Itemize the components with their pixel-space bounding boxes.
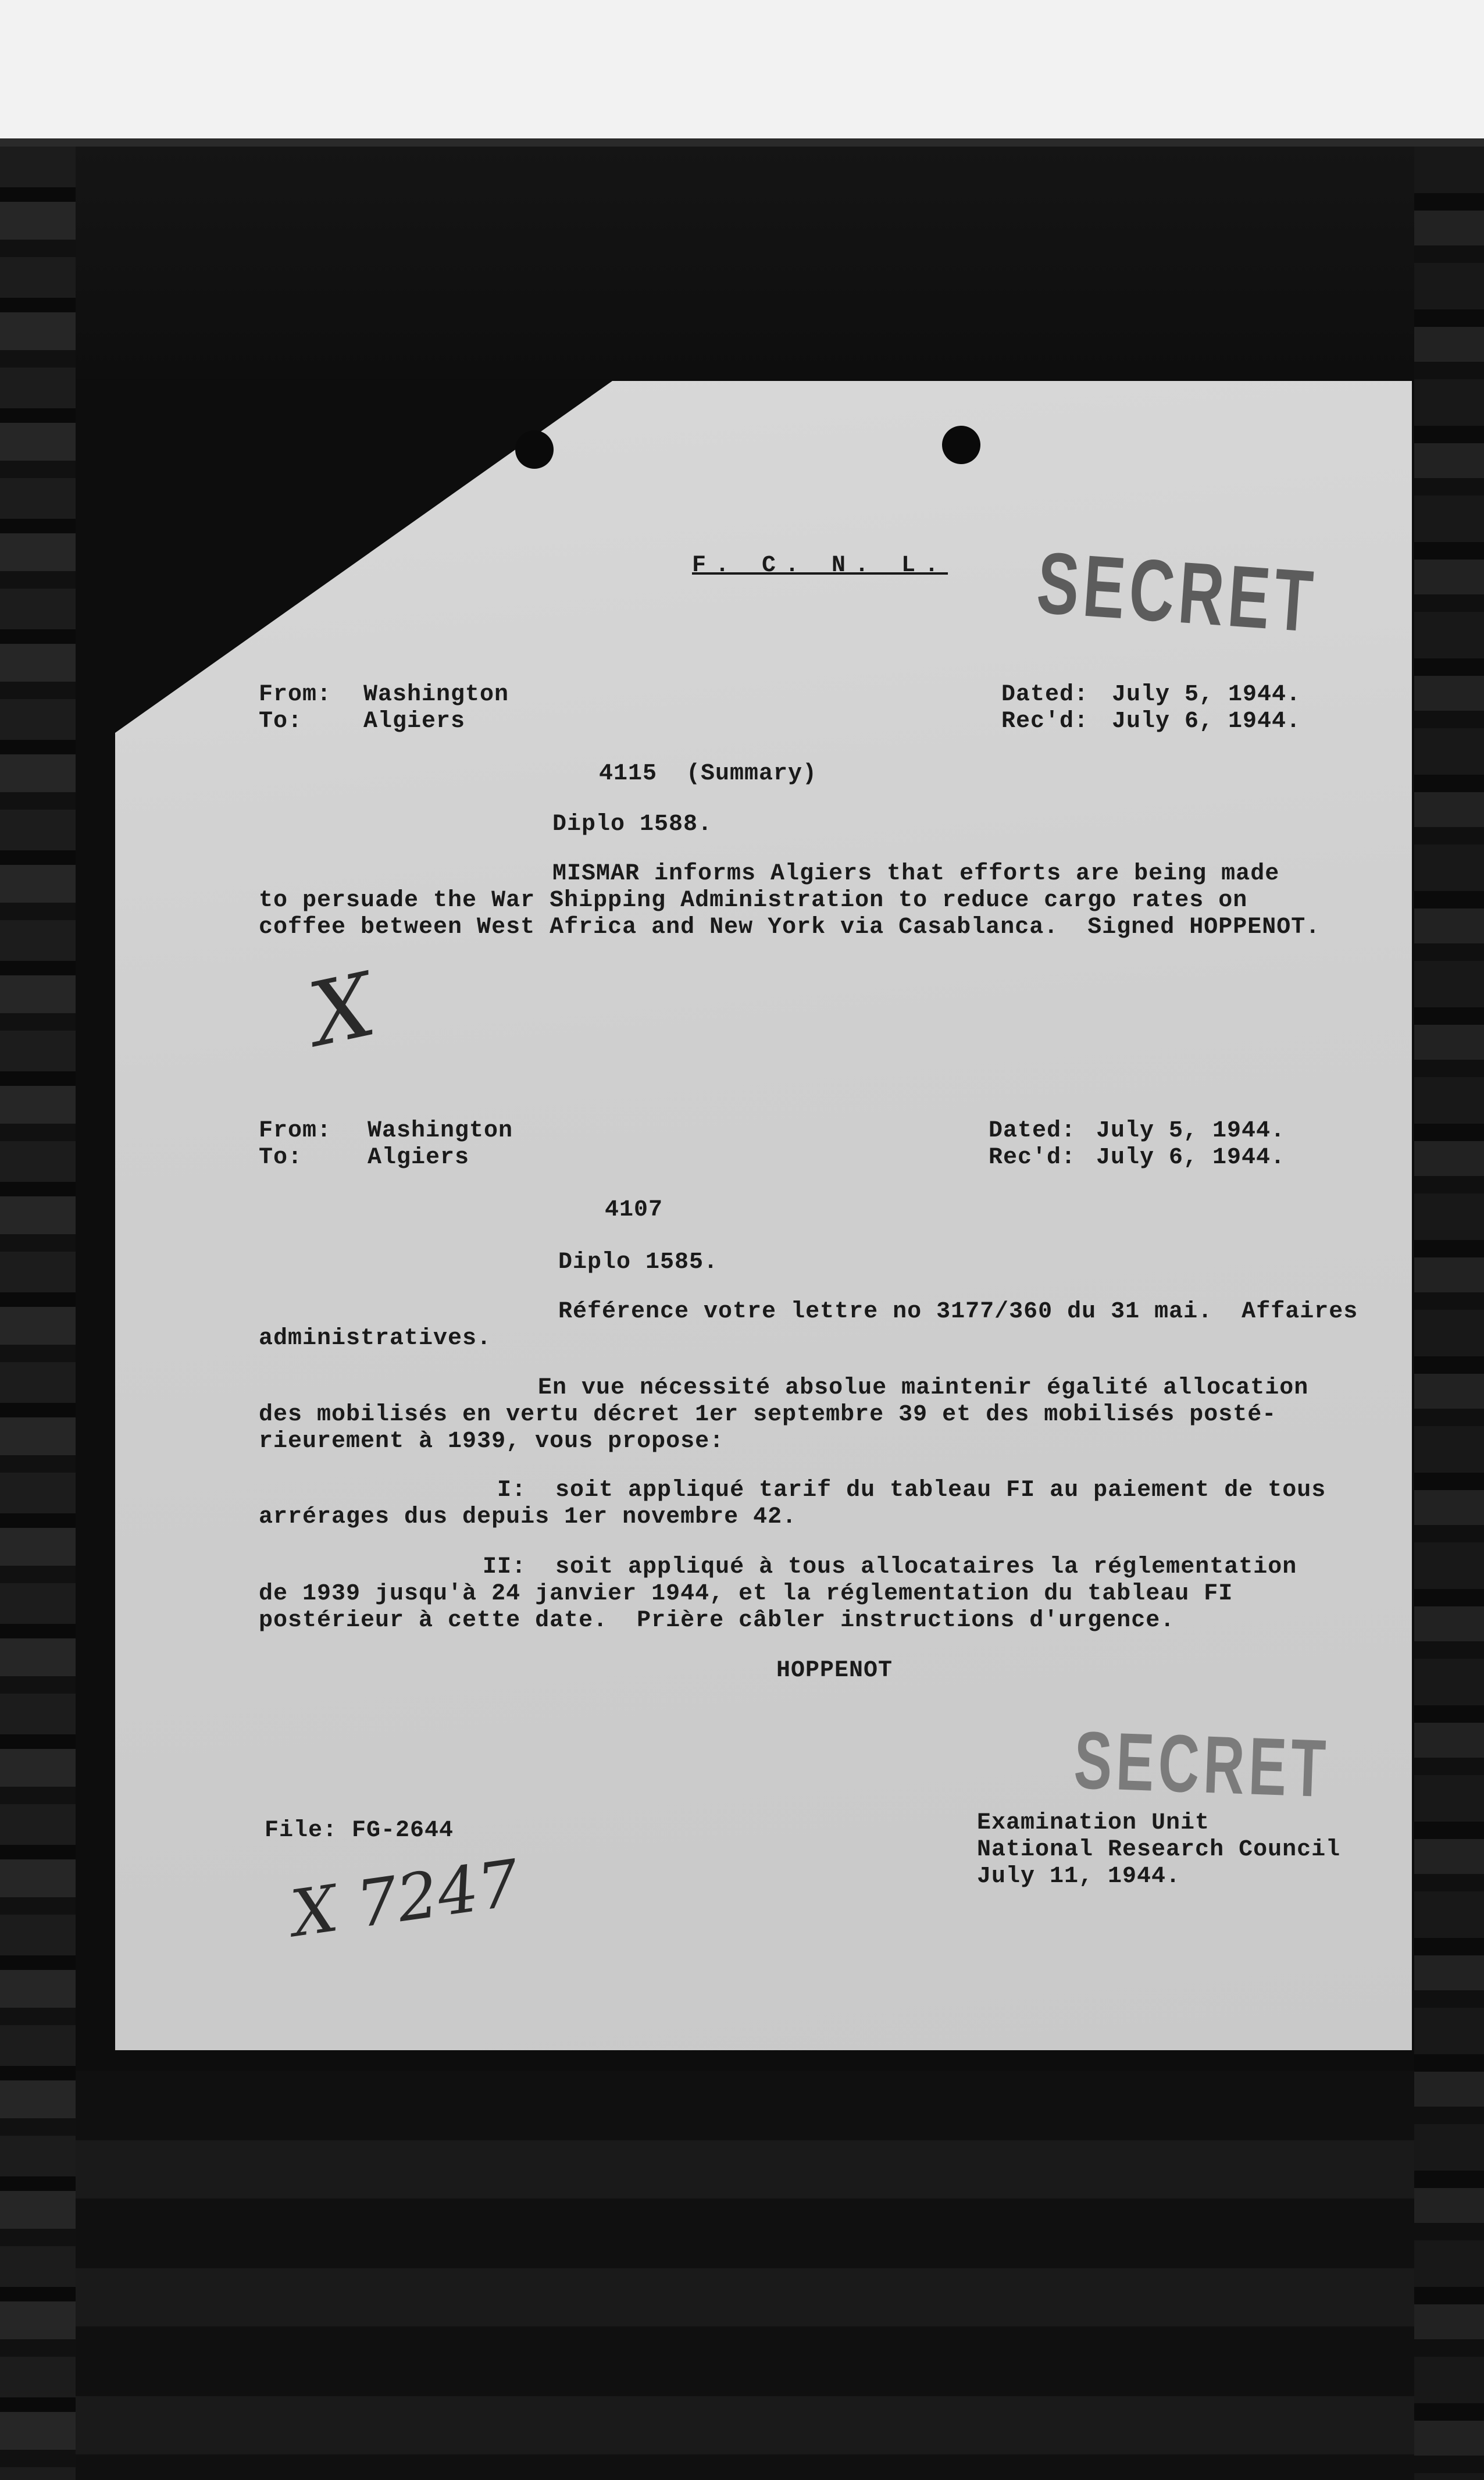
m1-dated-label: Dated: — [1001, 682, 1089, 708]
m2-point2-line: II: soit appliqué à tous allocataires la réglementation — [483, 1554, 1297, 1580]
m2-from-label: From: — [259, 1118, 332, 1144]
m2-to-value: Algiers — [368, 1145, 470, 1171]
m2-point1-line: I: soit appliqué tarif du tableau FI au paiement de tous — [497, 1477, 1326, 1503]
m2-diplo: Diplo 1585. — [558, 1249, 719, 1275]
m1-from-value: Washington — [363, 682, 509, 708]
file-number: File: FG-2644 — [265, 1818, 454, 1844]
film-band — [0, 138, 1484, 147]
film-edge-right — [1414, 147, 1484, 2480]
m2-signature: HOPPENOT — [776, 1658, 893, 1684]
m2-para2-line: rieurement à 1939, vous propose: — [259, 1428, 725, 1455]
punch-hole-left — [515, 430, 554, 469]
unit-line: National Research Council — [977, 1837, 1341, 1863]
handwritten-reference: X 7247 — [287, 1845, 524, 1951]
m2-dated-value: July 5, 1944. — [1096, 1118, 1286, 1144]
film-background-bottom — [76, 2071, 1414, 2480]
m2-para2-line: En vue nécessité absolue maintenir égalité allocation — [538, 1375, 1309, 1401]
unit-line: July 11, 1944. — [977, 1863, 1181, 1890]
m1-dated-value: July 5, 1944. — [1112, 682, 1301, 708]
m2-point2-line: de 1939 jusqu'à 24 janvier 1944, et la réglementation du tableau FI — [259, 1581, 1233, 1607]
m1-number: 4115 (Summary) — [599, 761, 818, 787]
punch-hole-right — [942, 426, 980, 464]
film-edge-left — [0, 147, 76, 2480]
handwritten-x-mark: X — [301, 954, 383, 1067]
m2-from-value: Washington — [368, 1118, 513, 1144]
m2-para1-line: administratives. — [259, 1325, 492, 1352]
m1-diplo: Diplo 1588. — [552, 811, 713, 838]
m2-para2-line: des mobilisés en vertu décret 1er septembre 39 et des mobilisés posté- — [259, 1402, 1277, 1428]
m1-body-line: to persuade the War Shipping Administration to reduce cargo rates on — [259, 888, 1248, 914]
m2-point2-line: postérieur à cette date. Prière câbler instructions d'urgence. — [259, 1608, 1175, 1634]
m1-recd-value: July 6, 1944. — [1112, 708, 1301, 735]
m2-recd-value: July 6, 1944. — [1096, 1145, 1286, 1171]
m1-to-label: To: — [259, 708, 303, 735]
m1-from-label: From: — [259, 682, 332, 708]
m1-to-value: Algiers — [363, 708, 466, 735]
secret-stamp-bottom: SECRET — [1072, 1713, 1332, 1815]
m2-to-label: To: — [259, 1145, 303, 1171]
film-background — [76, 147, 1414, 379]
m1-recd-label: Rec'd: — [1001, 708, 1089, 735]
m2-dated-label: Dated: — [989, 1118, 1076, 1144]
m2-recd-label: Rec'd: — [989, 1145, 1076, 1171]
film-margin-top — [0, 0, 1484, 142]
secret-stamp-top: SECRET — [1034, 533, 1320, 651]
header-title: F. C. N. L. — [692, 553, 948, 579]
m2-number: 4107 — [605, 1197, 663, 1223]
m2-point1-line: arrérages dus depuis 1er novembre 42. — [259, 1504, 797, 1530]
m1-body-line: coffee between West Africa and New York via Casablanca. Signed HOPPENOT. — [259, 914, 1321, 940]
m1-body-line: MISMAR informs Algiers that efforts are being made — [552, 861, 1280, 887]
unit-line: Examination Unit — [977, 1810, 1210, 1836]
m2-para1-line: Référence votre lettre no 3177/360 du 31 mai. Affaires — [558, 1299, 1358, 1325]
